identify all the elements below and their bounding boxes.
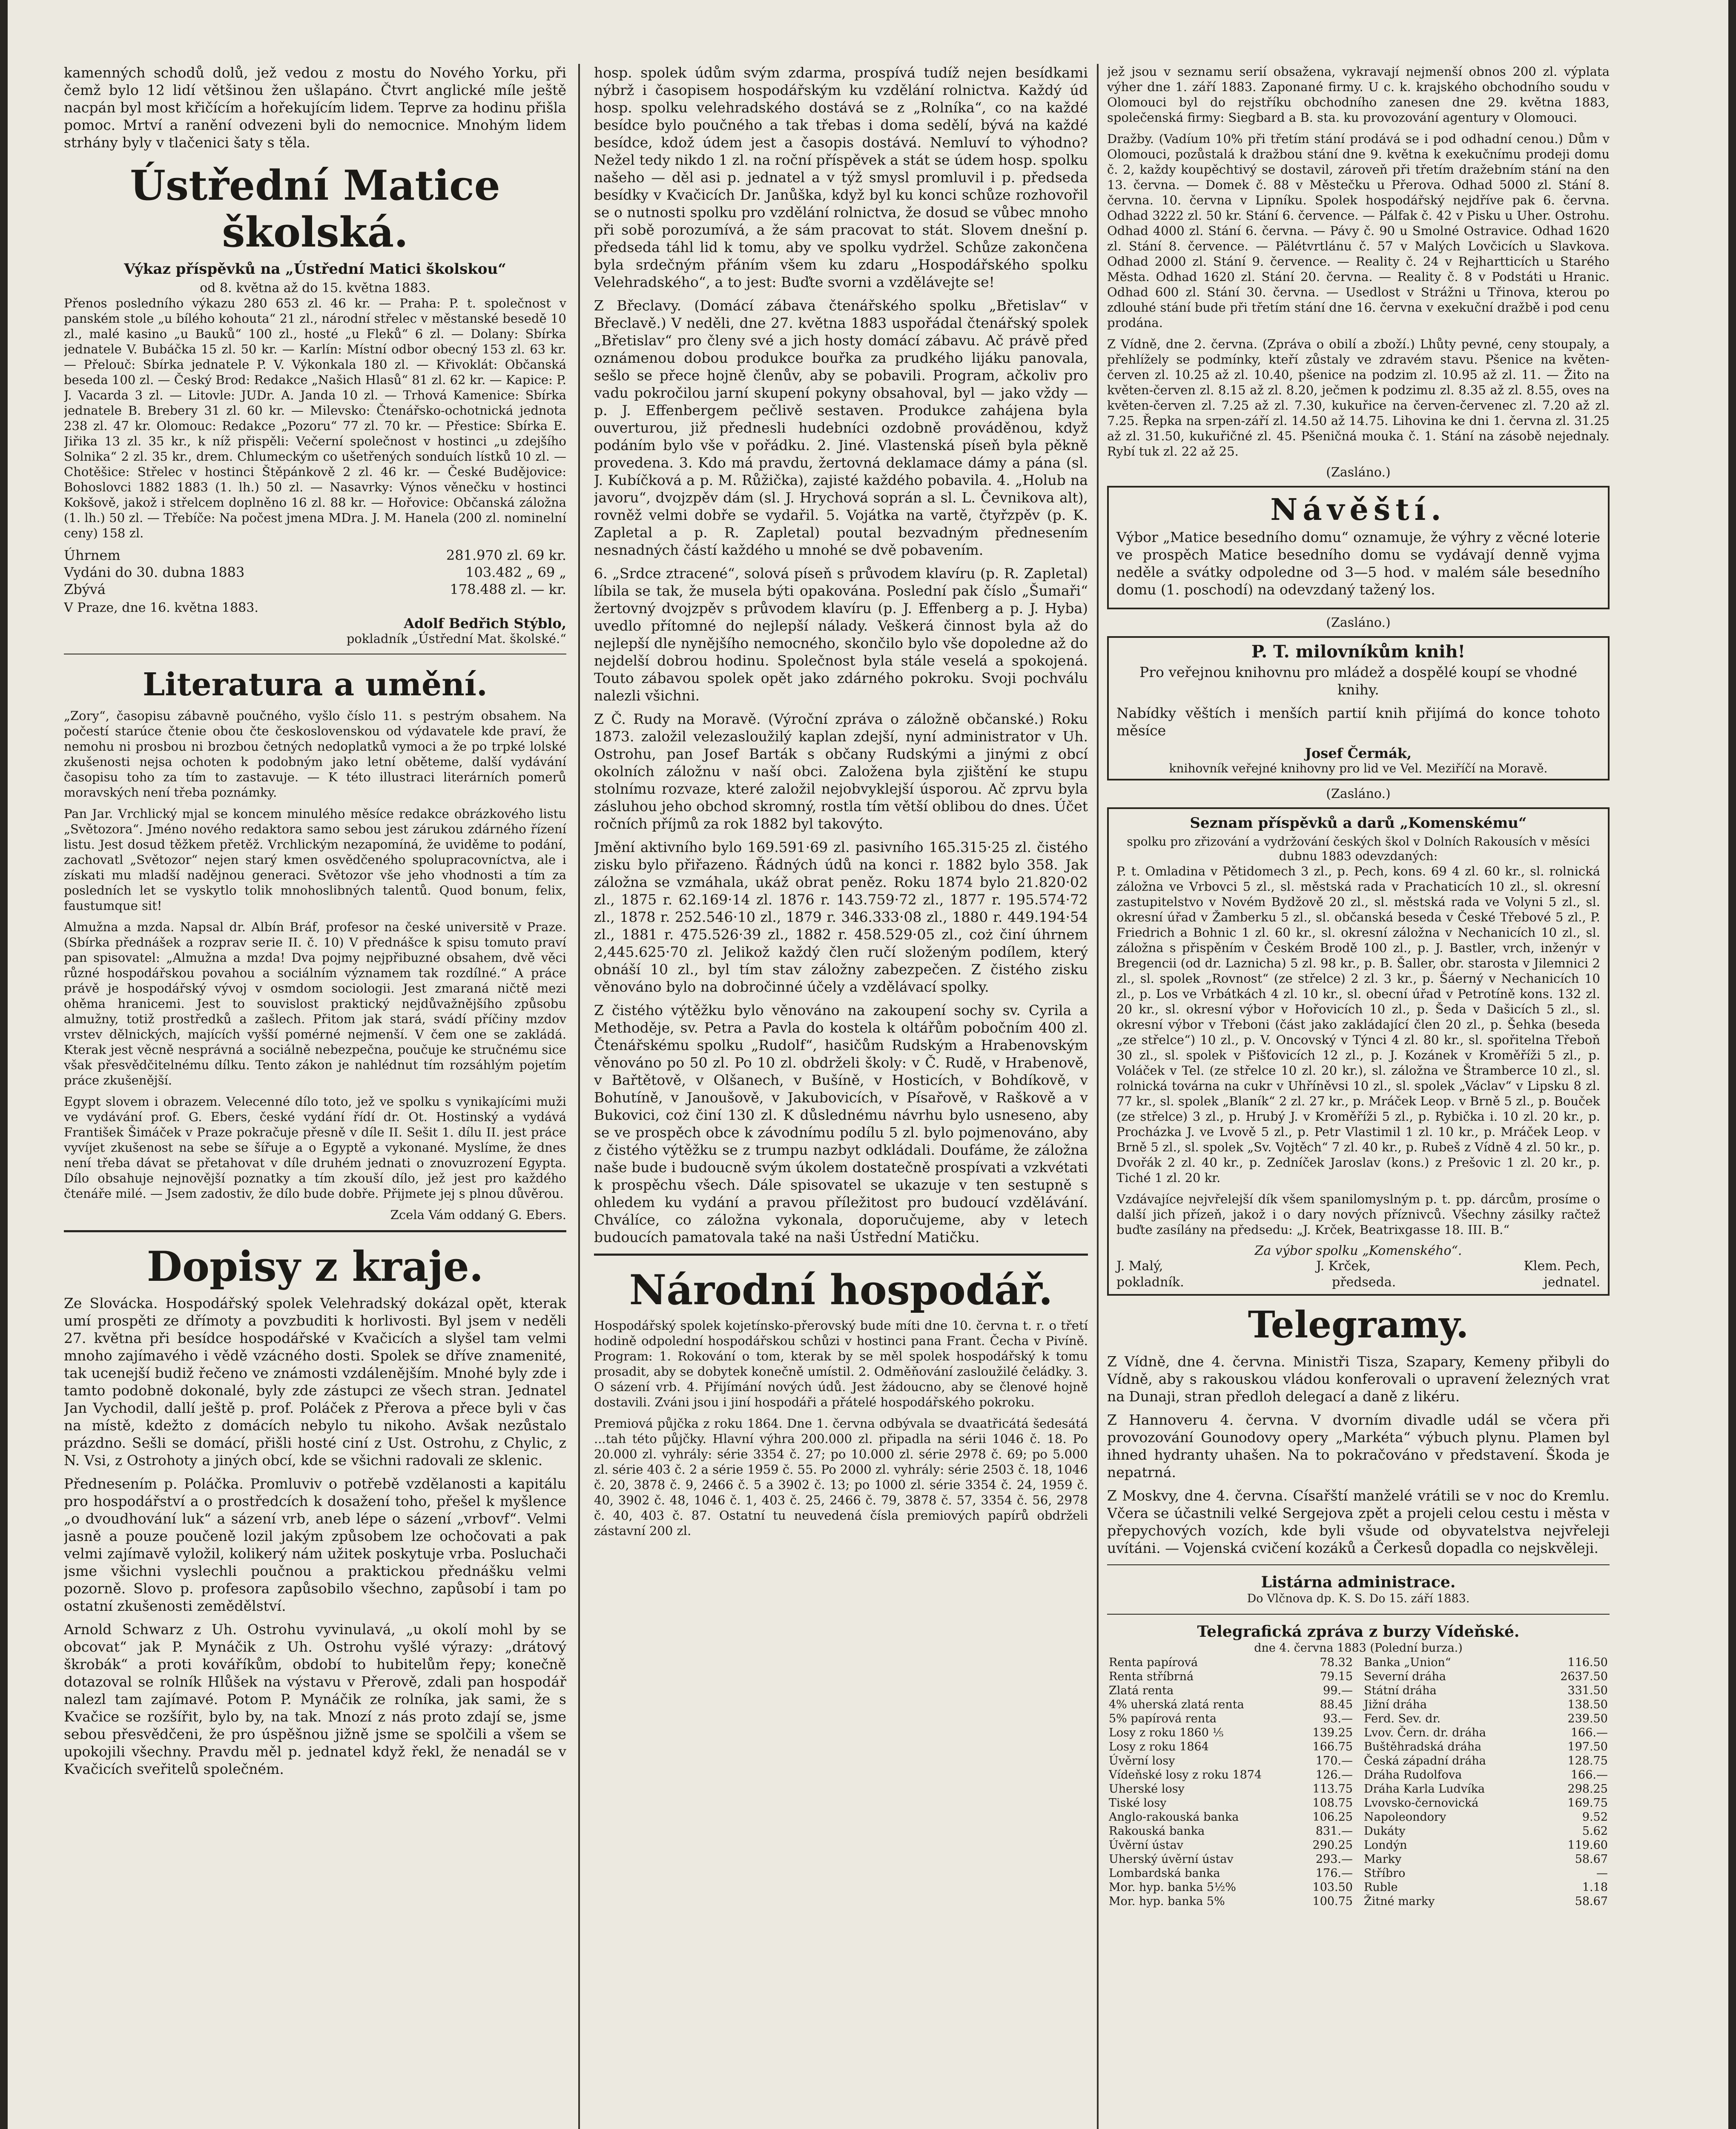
sum-value: 178.488 zl. — kr. bbox=[450, 581, 566, 597]
breclav-report: 6. „Srdce ztracené“, solová píseň s průvodem klavíru (p. R. Zapletal) líbila se tak, že musela býti opakována. Poslední pak číslo „Šumaři“ žertovný dvojzpěv s průvodem klavíru (p. J. Effenberg a p. J. Hyba) uvedlo přítomné do nejlepší nálady. Veškerá činnost byla až do nejlepší dle nynějšího nemocného, skončilo bylo vše dopoledne až do nejdelší dobrou hodinu. Společnost byla stále veselá a spokojená. Touto zábavou spolek opět jako zdárného pokroku. Svoji pochválu nalezli všichni. bbox=[594, 565, 1088, 704]
seznam-list: P. t. Omladina v Pětidomech 3 zl., p. Pech, kons. 69 4 zl. 60 kr., sl. rolnická záložna ve Vrbovci 5 zl., sl. městská rada v Prachaticích 10 zl., sl. okresní zastupitelstvo v Novém Bydžově 20 zl., sl. městská rada ve Volyni 5 zl., sl. okresní úřad v Žamberku 5 zl., sl. občanská beseda v České Třebové 5 zl., P. Friedrich a Bohnic 1 zl. 60 kr., sl. okresní záložna v Nechanicích 10 zl., sl. záložna s přispěním v Českém Brodě 100 zl., p. J. Bastler, vrch, inženýr v Bregencii (od dr. Laznicha) 5 zl. 98 kr., p. B. Šaller, obr. starosta v Jilemnici 2 zl., sl. spolek „Rovnost“ (ze střelce) 2 zl. 3 kr., p. Šáerný v Nechanicích 10 zl., p. Los ve Vrbátkách 4 zl. 10 kr., sl. obecní úřad v Petrotíně kons. 132 zl. 20 kr., sl. okresní výbor v Hořovicích 10 zl., p. Šeda v Dašicích 5 zl., sl. okresní výbor v Třeboni (část jako zakládající člen 20 zl., p. Šehka (beseda „ze střelce“) 10 zl., p. V. Oncovský v Týnci 4 zl. 80 kr., sl. spořitelna Třeboň 30 zl., sl. spolek v Pišťovicích 12 zl., p. J. Kozánek v Kroměříži 5 zl., p. Voláček v Tel. (ze střelce 10 zl. 20 kr.), sl. záložna ve Štramberce 10 zl., sl. rolnická továrna na cukr v Uhříněvsi 10 zl., sl. spolek „Václav“ v Lipsku 8 zl. 77 kr., sl. spolek „Blaník“ 2 zl. 27 kr., p. Mráček Leop. v Brně 5 zl., p. Bouček (ze střelce) 3 zl., p. Hrubý J. v Kroměříži 5 zl., p. Rybička i. 10 zl. 20 kr., p. Procházka J. ve Lvově 5 zl., p. Petr Vlastimil 1 zl. 10 kr., p. Mráček Leop. v Brně 5 zl., sl. spolek „Sv. Vojtěch“ 7 zl. 40 kr., p. Rubeš z Vídně 4 zl. 50 kr., p. Dvořák 2 zl. 40 kr., p. Zedníček Jaroslav (kons.) z Prešovic 1 zl. 20 kr., p. Tiché 1 zl. 20 kr. bbox=[1116, 864, 1600, 1185]
hospodar-paragraph: Hospodářský spolek kojetínsko-přerovský bude míti dne 10. června t. r. o třetí hodině odpolední hospodářskou schůzi v hostinci pana Frant. Čecha v Pivíně. Program: 1. Rokování o tom, kterak by se měl spolek hospodářský k tomu prosadit, aby se dobytek konečně umístil. 2. Odměňování zasloužilé čeládky. 3. O sázení vrb. 4. Přijímání nových údů. Jest žádoucno, aby se členové hojně dostavili. Zváni jsou i jiní hospodáři a přátelé hospodářského pokroku. bbox=[594, 1318, 1088, 1409]
dopisy-paragraph: Přednesením p. Poláčka. Promluviv o potřebě vzdělanosti a kapitálu pro hospodářství a o prostředcích k dosažení toho, přešel k myšlence „o dvoudhování luk“ a sázení vrb, aneb lépe o sázení „vrbovf“. Velmi jasně a pouze poučeně lozil jakým způsobem lze ochočovati a pak velmi zajímavě vyložil, kolikerý nám užitek poskytuje vrba. Posluchači jsme všichni vyslechli poučnou a praktickou přednášku velmi pozorně. Slovo p. profesora zapůsobilo všechno, zapůsobí i tam po ostatní zkušenosti zemědělství. bbox=[64, 1475, 566, 1614]
quote-value: 166.— bbox=[1570, 1768, 1608, 1782]
quote-row bbox=[1107, 1796, 1354, 1810]
quote-value: 106.25 bbox=[1312, 1811, 1353, 1824]
quote-row bbox=[1362, 1740, 1610, 1754]
quote-name: Renta papírová bbox=[1109, 1656, 1198, 1669]
quote-value: 298.25 bbox=[1567, 1782, 1608, 1796]
column-rule bbox=[1097, 64, 1099, 2129]
burza-table-right bbox=[1362, 1656, 1610, 1908]
navesti-box bbox=[1107, 486, 1610, 609]
seznam-thanks: Vzdávajíce nejvřelejší dík všem spanilomyslným p. t. pp. dárcům, prosíme o další jich přízeň, jakož i o dary nových příznivců. Všechny zásilky račtež buďte zasílány na předsedu: „J. Krček, Beatrixgasse 18. III. B.“ bbox=[1116, 1192, 1600, 1237]
knihy-signer-role: knihovník veřejné knihovny pro lid ve Vel. Meziříčí na Moravě. bbox=[1169, 761, 1548, 775]
quote-value: 119.60 bbox=[1567, 1839, 1608, 1852]
sum-value: 281.970 zl. 69 kr. bbox=[446, 547, 566, 563]
quote-name: Jižní dráha bbox=[1364, 1698, 1427, 1711]
quote-name: Dukáty bbox=[1364, 1825, 1406, 1838]
auctions-paragraph: Dražby. (Vadíum 10% při třetím stání prodává se i pod odhadní cenou.) Dům v Olomouci, pozůstalá k dražbou stání dne 9. května k exekučnímu prodeji domu č. 2, každy koupěchtivý se dostavil, zároveň při třetím dražebním stání na den 13. června. — Domek č. 88 v Městečku u Přerova. Odhad 5000 zl. Stání 8. června. 10. června v Lipníku. Spolek hospodářský nejdříve pak 6. června. Odhad 3222 zl. 50 kr. Stání 6. července. — Pálfak č. 42 v Pisku u Uher. Ostrohu. Odhad 4000 zl. Stání 6. června. — Pávy č. 90 u Smolné Ostravice. Odhad 1620 zl. Stání 8. července. — Pälétvrtlánu č. 57 v Malých Lovčicích u Slavkova. Odhad 2000 zl. Stání 9. července. — Reality č. 24 v Rejhartticích u Starého Města. Odhad 1620 zl. Stání 20. června. — Reality č. 8 v Podstáti u Hranic. Odhad 600 zl. Stání 30. června. — Usedlost v Strážni u Třinova, kterou po zdlouhé stání bude při třetím stání dne 16. června v exekuční dražbě i pod cenu prodána. bbox=[1107, 132, 1610, 330]
column-2 bbox=[594, 64, 1088, 2129]
literature-paragraph: Pan Jar. Vrchlický mjal se koncem minulého měsíce redakce obrázkového listu „Světozora“. Jméno nového redaktora samo sebou jest zárukou zdárného řízení listu. Jest dosud těžkem přetěž. Vrchlickým nezapomíná, že uviděme to podání, zachovatl „Světozor“ nejen starý kmen osvědčeného spolupracovníctva, ale i získati mu mladší nadějnou generaci. Světozor vše jeho vhodnosti a tím za posledních let se vyskytlo tolik mnohoslibných talentů. Quod bonum, felix, faustumque sit! bbox=[64, 806, 566, 913]
quote-name: Zlatá renta bbox=[1109, 1684, 1174, 1697]
quote-name: Buštěhradská dráha bbox=[1364, 1740, 1482, 1753]
signature-name: J. Malý, bbox=[1116, 1259, 1163, 1274]
quote-row bbox=[1107, 1838, 1354, 1852]
quote-name: Losy z roku 1864 bbox=[1109, 1740, 1209, 1753]
seznam-heading: Seznam příspěvků a darů „Komenskému“ bbox=[1190, 815, 1527, 832]
matice-date-range: od 8. května až do 15. května 1883. bbox=[200, 281, 430, 296]
quote-row bbox=[1362, 1726, 1610, 1740]
ruda-report: Z Č. Rudy na Moravě. (Výroční zpráva o záložně občanské.) Roku 1873. založil velezasloužilý kaplan zdejší, nyní administrator v Uh. Ostrohu, pan Josef Barták s občany Rudskými a jinými z obcí okolních záložnu v naší obci. Založena byla zjištění ke stupu stolnímu rozvaze, které založil nejobvyklejší úsporou. Ač zprvu byla zásluhou jeho obchod skromný, rostla tím větší oblibou do dnes. Účet ročních příjmů za rok 1882 byl takovýto. bbox=[594, 711, 1088, 832]
right-page-edge bbox=[1728, 0, 1736, 2129]
quote-name: 4% uherská zlatá renta bbox=[1109, 1698, 1244, 1711]
telegram-item: Z Moskvy, dne 4. června. Císařští manželé vrátili se v noc do Kremlu. Včera se účastnili velké Sergejova zpět a projeli celou cestu i města v přepychových vozích, kde byli všude od obyvatelstva nejvřeleji uvítáni. — Vojenská cvičení kozáků a Čerkesů dopadla co nejskvěleji. bbox=[1107, 1487, 1610, 1556]
signature-role: pokladník. bbox=[1116, 1275, 1184, 1290]
quote-value: 166.— bbox=[1570, 1726, 1608, 1739]
matice-signer-role: pokladník „Ústřední Mat. školské.“ bbox=[346, 631, 566, 646]
quote-value: 290.25 bbox=[1312, 1839, 1353, 1852]
quote-row bbox=[1362, 1866, 1610, 1880]
quote-row bbox=[1362, 1852, 1610, 1866]
quote-value: 108.75 bbox=[1312, 1796, 1353, 1810]
quote-name: Dráha Rudolfova bbox=[1364, 1768, 1462, 1782]
quote-row bbox=[1107, 1894, 1354, 1908]
sum-label: Vydáni do 30. dubna 1883 bbox=[64, 564, 245, 580]
quote-value: 2637.50 bbox=[1560, 1670, 1608, 1683]
quote-row bbox=[1362, 1684, 1610, 1698]
divider bbox=[1107, 1564, 1610, 1565]
quote-name: Uherský úvěrní ústav bbox=[1109, 1853, 1234, 1866]
breclav-report: Z Břeclavy. (Domácí zábava čtenářského spolku „Břetislav“ v Břeclavě.) V neděli, dne 27. května 1883 uspořádal čtenářský spolek „Břetislav“ pro členy své a jich hosty domácí zábavu. Ač právě před oznámenou dobou produkce bouřka za prudkého lijáku panovala, sešlo se přece hojně členův, aby se pobavili. Program, ačkoliv pro vadu pokročilou jarní skupení pokyny obsahoval, byl — jako vždy — p. J. Effenbergem pečlivě sestaven. Produkce zahájena byla ouverturou, již přednesli hudebníci ozdobně prováděnou, když podáním bylo vše v pořádku. 2. Jiné. Vlastenská píseň byla pěkně provedena. 3. Kdo má pravdu, žertovná deklamace dámy a pána (sl. J. Kubíčková a p. M. Růžička), zajisté každého pobavila. 4. „Holub na javoru“, dvojzpěv dám (sl. J. Hrychová soprán a sl. L. Čevnikova alt), rovněž velmi dobře se vydařil. 5. Vojátka na vartě, čtyřzpěv (p. K. Zapletal a p. R. Zapletal) poutal bezvadným přednesením nesnadných částí každého u mnohé se dvě pobavením. bbox=[594, 297, 1088, 558]
quote-value: 239.50 bbox=[1567, 1712, 1608, 1725]
seznam-subheading: spolku pro zřizování a vydržování českých škol v Dolních Rakousích v měsíci dubnu 1883 odevzdaných: bbox=[1127, 835, 1590, 863]
quote-name: Úvěrní losy bbox=[1109, 1754, 1175, 1767]
dopisy-paragraph: Ze Slovácka. Hospodářský spolek Velehradský dokázal opět, kterak umí prospěti ze dřímoty a povzbuditi k horlivosti. Byl jsem v neděli 27. května při besídce hospodářské v Kvačicích a slyšel tam velmi mnoho zajímavého i vědě vzácného dosti. Spolek se dříve znamenité, tak ucenejší budiž řečeno ve známosti vzdálenějším. Mnohé byly zde i tamto podobně dokonalé, byly zde zástupci ze všech stran. Jednatel Jan Vychodil, dallí ještě p. prof. Poláček z Přerova a přece byli v čas na místě, kdežto z domácích nebylo tu nikoho. Avšak nezůstalo prázdno. Sešli se domácí, přišli hosté ciní z Ust. Ostrohu, z Chylic, z N. Vsi, z Ostrohoty a jiných obcí, kde se všichni radovali ze sklenic. bbox=[64, 1295, 566, 1469]
sum-value: 103.482 „ 69 „ bbox=[465, 564, 566, 580]
quote-value: 331.50 bbox=[1567, 1684, 1608, 1697]
quote-row bbox=[1107, 1684, 1354, 1698]
seznam-roles bbox=[1116, 1274, 1600, 1291]
quote-value: 166.75 bbox=[1312, 1740, 1353, 1753]
sum-row-paid bbox=[64, 564, 566, 581]
dopisy-paragraph: Arnold Schwarz z Uh. Ostrohu vyvinulavá, „u okolí mohl by se obcovat“ jak P. Mynáčik z Uh. Ostrohu vyšlé výrazy: „drátový škrobák“ a proti kováříkům, období to hubitelům řepy; konečně dotazoval se rolník Hlůšek na výstavu v Přerově, zdali pan hospodář nalezl tam zajímavé. Potom P. Mynáčik ze rolníka, jak sami, že s Kvačice se rozšířit, bylo by, na tak. Mnozí z nás proto zdají se, jsme sebou přesvědčeni, že pro úspěšnou jižně jsme se spolčili a všem se upokojili všechny. Pravdu měl p. jednatel když řekl, že nenadál se v Kvačicích sveřitelů společném. bbox=[64, 1621, 566, 1777]
matice-subheading: Výkaz příspěvků na „Ústřední Matici školskou“ bbox=[124, 261, 506, 278]
lottery-paragraph: jež jsou v seznamu serií obsažena, vykravají nejmenší obnos 200 zl. výplata výher dne 1. září 1883. Zaponané firmy. U c. k. krajského obchodního soudu v Olomouci byl do rejstříku obchodního zanesen dne 29. května 1883, společenská firmy: Siegbard a B. sta. ku provozování agentury v Olomouci. bbox=[1107, 64, 1610, 125]
quote-row bbox=[1362, 1838, 1610, 1852]
quote-name: Dráha Karla Ludvíka bbox=[1364, 1782, 1485, 1796]
quote-value: 126.— bbox=[1315, 1768, 1353, 1782]
quote-row bbox=[1362, 1894, 1610, 1908]
quote-name: Lombardská banka bbox=[1109, 1867, 1220, 1880]
quote-name: Renta stříbrná bbox=[1109, 1670, 1194, 1683]
zaslano-label: (Zasláno.) bbox=[1326, 465, 1391, 480]
quote-value: 197.50 bbox=[1567, 1740, 1608, 1753]
quote-value: 1.18 bbox=[1582, 1881, 1608, 1894]
narodni-hospodar-heading: Národní hospodář. bbox=[629, 1266, 1053, 1314]
divider bbox=[1107, 1614, 1610, 1615]
literature-paragraph: Almužna a mzda. Napsal dr. Albín Bráf, profesor na české universitě v Praze. (Sbírka přednášek a rozprav serie II. č. 10) V přednášce k spisu tomuto praví pan spisovatel: „Almužna a mzda! Dva pojmy nejpřibuzné obsahem, dvě věci různé hospodářskou povahou a sociálním významem tak rozdílné.“ A práce právě je hospodářský vývoj v osmdom sociologii. Jest zmaraná ničtě mezi ohěma hranicemi. Jest to souvislost praktický nejdůvažnějšího způsobu almužny, totiž prostředků a zašlech. Přitom jak stará, svádí příčiny mzdov vrstev dělnických, majících vyšší pomérné nejmenší. V čem one se zakládá. Kterak jest věcně nesprávná a sociálně nebezpečna, poučuje ke stručnému sice však přesvědčitelnému dílku. Tento zákon je nahlédnut tím rozsáhlým pojetím práce zkušenější. bbox=[64, 920, 566, 1087]
matice-heading: Ústřední Matice školská. bbox=[130, 161, 500, 256]
listarna-text: Do Vlčnova dp. K. S. Do 15. září 1883. bbox=[1247, 1592, 1470, 1605]
burza-heading: Telegrafická zpráva z burzy Vídeňské. bbox=[1197, 1623, 1520, 1641]
sum-row-remaining bbox=[64, 581, 566, 598]
matice-contributions: Přenos posledního výkazu 280 653 zl. 46 kr. — Praha: P. t. společnost v panském stole „u bílého kohouta“ 21 zl., národní střelec v městanské besedě 10 zl., malé kasino „u Bauků“ 100 zl., hosté „u Fleků“ 6 zl. — Dolany: Sbírka jednatele V. Bubáčka 15 zl. 50 kr. — Karlín: Místní odbor obecný 153 zl. 63 kr. — Přelouč: Sbírka jednatele P. V. Výkonkala 180 zl. — Křivoklát: Občanská beseda 100 zl. — Český Brod: Redakce „Našich Hlasů“ 81 zl. 62 kr. — Kapice: P. J. Vacarda 3 zl. — Litovle: JUDr. A. Janda 10 zl. — Trhová Kamenice: Sbírka jednatele B. Brebery 31 zl. 60 kr. — Milevsko: Čtenářsko-ochotnická jednota 238 zl. 47 kr. Olomouc: Redakce „Pozoru“ 77 zl. 70 kr. — Přestice: Sbírka E. Jiřika 13 zl. 35 kr., k níž přispěli: Večerní společnost v hostinci „u zdejšího Solnika“ 2 zl. 35 kr., drem. Chlumeckým co ušetřených sonduích lístků 10 zl. — Chotěšice: Střelec v hostinci Štěpánkově 2 zl. 46 kr. — České Budějovice: Bohoslovci 1882 1883 (1. lh.) 50 zl. — Nasavrky: Výnos věnečku v hostinci Kokšově, jakož i střelcem doplněno 16 zl. 88 kr. — Hořovice: Občanská záložna (1. lh.) 50 zl. — Třebíče: Na počest jmena MDra. J. M. Hanela (200 zl. nominelní ceny) 158 zl. bbox=[64, 296, 566, 540]
burza-subheading: dne 4. června 1883 (Polední burza.) bbox=[1254, 1641, 1463, 1655]
quote-name: Londýn bbox=[1364, 1839, 1407, 1852]
quote-name: Napoleondory bbox=[1364, 1811, 1446, 1824]
quote-row bbox=[1362, 1880, 1610, 1894]
ruda-report: Jmění aktivního bylo 169.591·69 zl. pasivního 165.315·25 zl. čistého zisku bylo přiřazeno. Řádných údů na konci r. 1882 bylo 358. Jak záložna se vzmáhala, ukáž obrat peněz. Roku 1874 bylo 21.820·02 zl., 1875 r. 62.169·14 zl. 1876 r. 143.759·72 zl., 1877 r. 195.574·72 zl., 1878 r. 252.546·10 zl., 1879 r. 346.333·08 zl., 1880 r. 449.194·54 zl., 1881 r. 475.526·39 zl., 1882 r. 458.529·05 zl., coż činí úhrnem 2,445.625·70 zl. Jelikož každý člen ručí složeným podílem, který obnáší 10 zl., byl tím stav záložny zabezpečen. Z čistého zisku věnováno bylo na dobročinné účely a vzdělávací spolky. bbox=[594, 839, 1088, 995]
quote-row bbox=[1107, 1670, 1354, 1684]
quote-row bbox=[1107, 1754, 1354, 1768]
quote-name: Anglo-rakouská banka bbox=[1109, 1811, 1239, 1824]
quote-value: 100.75 bbox=[1312, 1895, 1353, 1908]
divider bbox=[64, 1230, 566, 1232]
quote-row bbox=[1107, 1782, 1354, 1796]
knihy-box bbox=[1107, 636, 1610, 780]
seznam-signatures bbox=[1116, 1258, 1600, 1274]
knihy-text: Nabídky věštích i menších partií knih přijímá do konce tohoto měsíce bbox=[1116, 705, 1600, 739]
zaslano-label: (Zasláno.) bbox=[1326, 615, 1391, 630]
quote-name: Banka „Union“ bbox=[1364, 1656, 1451, 1669]
quote-value: 78.32 bbox=[1320, 1656, 1353, 1669]
quote-name: Vídeňské losy z roku 1874 bbox=[1109, 1768, 1262, 1782]
quote-value: 139.25 bbox=[1312, 1726, 1353, 1739]
seznam-committee: Za výbor spolku „Komenského“. bbox=[1254, 1243, 1462, 1258]
quote-name: Rakouská banka bbox=[1109, 1825, 1205, 1838]
literature-paragraph: Egypt slovem i obrazem. Velecenné dílo toto, jež ve spolku s vynikajícími muži ve vydávání prof. G. Ebers, české vydání řídí dr. Ot. Hostinský a vydává František Šimáček v Praze pokračuje přesně v díle II. Sešit 1. dílu II. jest práce vyvíjet zkušenost na sebe se šířuje a o Egyptě a vykonané. Myslíme, že dnes není třeba dávat se přetahovat v díle druhém jednati o znovuzrození Egypta. Dílo obsahuje nejnovější poznatky a tím zkouší dílo, jež jest pro každého čtenáře milé. — Jsem zadostiv, že dílo bude dobře. Přijmete jej s plnou důvěrou. bbox=[64, 1094, 566, 1201]
signature-role: předseda. bbox=[1332, 1275, 1396, 1290]
quote-row bbox=[1362, 1656, 1610, 1670]
quote-row bbox=[1107, 1712, 1354, 1726]
quote-row bbox=[1107, 1740, 1354, 1754]
literature-heading: Literatura a umění. bbox=[143, 666, 488, 703]
quote-name: Marky bbox=[1364, 1853, 1402, 1866]
quote-value: 113.75 bbox=[1312, 1782, 1353, 1796]
quote-value: 58.67 bbox=[1575, 1895, 1608, 1908]
column-1 bbox=[64, 64, 566, 2129]
ruda-report: Z čistého výtěžku bylo věnováno na zakoupení sochy sv. Cyrila a Methoděje, sv. Petra a Pavla do kostela k oltářům pobočním 400 zl. Čtenářskému spolku „Rudolf“, hasičům Rudským a Hrabenovským věnováno po 50 zl. Po 10 zl. obdrželi školy: v Č. Rudě, v Hrabenově, v Bařtětově, v Olšanech, v Bušíně, v Hosticích, v Bohdíkově, v Bohutíně, v Janoušově, v Jakubovicích, v Písařově, v Raškově a v Bukovici, coż činí 130 zl. K důslednému návrhu bylo usneseno, aby se ve prospěch obce k závodnímu podílu 5 zl. bylo pojmenováno, aby z čistého výtěžku se z trumpu nazbyt odkládali. Doufáme, že záložna naše bude i budoucně svým úkolem dostatečně prospívati a vzkvétati k prospěchu všech. Dále spisovatel se ukazuje v ten sestupně s ohledem ku vydání a pravou příležitost pro budoucí vzdělávání. Chválíce, co záložna vykonala, doporučujeme, aby v letech budoucích pamatovala také na naši Ústřední Matičku. bbox=[594, 1002, 1088, 1245]
sum-label: Úhrnem bbox=[64, 547, 121, 563]
divider bbox=[594, 1254, 1088, 1256]
quote-row bbox=[1107, 1852, 1354, 1866]
quote-name: Česká západní dráha bbox=[1364, 1754, 1486, 1767]
quote-value: 116.50 bbox=[1567, 1656, 1608, 1669]
sum-row-total bbox=[64, 547, 566, 564]
quote-row bbox=[1107, 1866, 1354, 1880]
quote-row bbox=[1107, 1768, 1354, 1782]
navesti-text: Výbor „Matice besedního domu“ oznamuje, že výhry z věcné loterie ve prospěch Matice besedního domu se vydávají denně vyjma neděle a svátky odpoledne od 3—5 hod. v malém sále besedního domu (1. poschodí) na odevzdaný tažený los. bbox=[1116, 529, 1600, 598]
quote-row bbox=[1362, 1782, 1610, 1796]
quote-row bbox=[1107, 1810, 1354, 1824]
quote-row bbox=[1107, 1656, 1354, 1670]
spolek-paragraph: hosp. spolek údům svým zdarma, prospívá tudíž nejen besídkami nýbrž i časopisem hospodářským ku vzdělání rolnictva. Každý úd hosp. spolku velehradského dostává se z „Rolníka“, co na každé besídce bylo poučného a tak třebas i doma sedělí, bývá na každé besídce, kdož údem jest a časopis dostává. Nemluví to výhodno? Nežel tedy nikdo 1 zl. na roční příspěvek a stát se údem hosp. spolku našeho — děl asi p. jednatel a v týž smysl promluvil i p. předseda besídky v Kvačicích Dr. Janůška, když byl ku konci schůze rozhovořil se o nutnosti spolku pro vzdělání rolnictva, že dosud se vůbec mnoho při sobě porozumívá, a že sám pracovat to stát. Slovem dnešní p. předseda táhl lid k tomu, aby ve spolku vydržel. Schůze zakončena byla srdečným přáním všem ku zdaru „Hospodářského spolku Velehradského“, a to jest: Buďte svorni a vzdělávejte se! bbox=[594, 64, 1088, 290]
dopisy-heading: Dopisy z kraje. bbox=[146, 1242, 484, 1291]
quote-name: Úvěrní ústav bbox=[1109, 1839, 1183, 1852]
literature-paragraph: „Zory“, časopisu zábavně poučného, vyšlo číslo 11. s pestrým obsahem. Na počestí starúce čtenie obou čte československou od výdavatele kde praví, že nemohu ni prosbou ni brozbou četných nedoplatků vymoci a že po trpké lolské zkušenosti nejsa ochoten k podobným jako letní oběteme, další vydávání časopisu toho za tím to zastavuje. — K této illustraci literárních pomerů moravských není třeba poznámky. bbox=[64, 709, 566, 800]
quote-row bbox=[1107, 1824, 1354, 1838]
quote-row bbox=[1362, 1796, 1610, 1810]
quote-value: 58.67 bbox=[1575, 1853, 1608, 1866]
quote-name: Mor. hyp. banka 5½% bbox=[1109, 1881, 1236, 1894]
telegramy-heading: Telegramy. bbox=[1248, 1303, 1469, 1346]
left-page-edge bbox=[0, 0, 8, 2129]
vienna-grain-report: Z Vídně, dne 2. června. (Zpráva o obilí a zboží.) Lhůty pevné, ceny stoupaly, a přehlížely se podmínky, kteří zůstaly ve zdravém stavu. Pšenice na květen-červen zl. 10.25 až zl. 10.40, pšenice na podzim zl. 10.95 až zl. 11. — Žito na květen-červen zl. 8.15 až zl. 8.20, ječmen k podzimu zl. 8.35 až zl. 8.55, oves na květen-červen zl. 7.25 až zl. 7.30, kukuřice na červen-červenec zl. 7.20 až zl. 7.25. Řepka na srpen-září zl. 14.50 až 14.75. Lihovina ke dni 1. června zl. 31.25 až zl. 31.50, kukuřičné zl. 45. Pšeničná mouka č. 1. Stání na zásobě nejednaly. Rybí tuk zl. 22 až 25. bbox=[1107, 337, 1610, 459]
quote-name: Uherské losy bbox=[1109, 1782, 1185, 1796]
matice-dateline: V Praze, dne 16. května 1883. bbox=[64, 600, 258, 615]
quote-name: Ruble bbox=[1364, 1881, 1398, 1894]
quote-value: 88.45 bbox=[1320, 1698, 1353, 1711]
knihy-heading: P. T. milovníkům knih! bbox=[1251, 642, 1466, 662]
zaslano-label: (Zasláno.) bbox=[1326, 786, 1391, 801]
quote-row bbox=[1362, 1754, 1610, 1768]
quote-value: 79.15 bbox=[1320, 1670, 1353, 1683]
quote-name: Stříbro bbox=[1364, 1867, 1406, 1880]
quote-name: Tiské losy bbox=[1109, 1796, 1167, 1810]
quote-value: 93.— bbox=[1323, 1712, 1353, 1725]
quote-name: Lvovsko-černovická bbox=[1364, 1796, 1479, 1810]
telegram-item: Z Vídně, dne 4. června. Ministři Tisza, Szapary, Kemeny přibyli do Vídně, aby s rakouskou vládou konferovali o upravení železných vrat na Dunaji, stran předloh delegací a daně z likéru. bbox=[1107, 1353, 1610, 1405]
quote-row bbox=[1362, 1698, 1610, 1712]
knihy-text: Pro veřejnou knihovnu pro mládež a dospělé koupí se vhodné knihy. bbox=[1139, 664, 1577, 698]
sum-label: Zbývá bbox=[64, 581, 106, 597]
quote-value: 103.50 bbox=[1312, 1881, 1353, 1894]
quote-value: 293.— bbox=[1315, 1853, 1353, 1866]
listarna-heading: Listárna administrace. bbox=[1261, 1573, 1456, 1591]
matice-signer: Adolf Bedřich Stýblo, bbox=[404, 615, 566, 631]
quote-name: Žitné marky bbox=[1364, 1895, 1435, 1908]
column-rule bbox=[578, 64, 580, 2129]
quote-value: — bbox=[1596, 1867, 1608, 1880]
quote-value: 176.— bbox=[1315, 1867, 1353, 1880]
quote-value: 831.— bbox=[1315, 1825, 1353, 1838]
quote-row bbox=[1107, 1726, 1354, 1740]
quote-row bbox=[1107, 1698, 1354, 1712]
knihy-signer: Josef Čermák, bbox=[1305, 745, 1412, 761]
quote-row bbox=[1107, 1880, 1354, 1894]
quote-value: 170.— bbox=[1315, 1754, 1353, 1767]
quote-name: Státní dráha bbox=[1364, 1684, 1437, 1697]
quote-row bbox=[1362, 1670, 1610, 1684]
hospodar-paragraph: Premiová půjčka z roku 1864. Dne 1. června odbývala se dvaatřicátá šedesátá ...tah této půjčky. Hlavní výhra 200.000 zl. připadla na sérii 1046 č. 18. Po 20.000 zl. vyhrály: série 3354 č. 27; po 10.000 zl. série 2978 č. 69; po 5.000 zl. série 403 č. 2 a série 1959 č. 55. Po 2000 zl. vyhrály: série 2503 č. 18, 1046 č. 20, 3878 č. 9, 2466 č. 5 a 3902 č. 13; po 1000 zl. série 3354 č. 24, 1959 č. 40, 3902 č. 48, 1046 č. 1, 403 č. 25, 2466 č. 79, 3878 č. 57, 3354 č. 56, 2978 č. 40, 403 č. 87. Ostatní tu neuvedená čísla premiových papírů obdrželi zástavní 200 zl. bbox=[594, 1416, 1088, 1538]
quote-row bbox=[1362, 1712, 1610, 1726]
navesti-heading: Návěští. bbox=[1270, 492, 1446, 527]
quote-name: Severní dráha bbox=[1364, 1670, 1446, 1683]
signature-name: Klem. Pech, bbox=[1524, 1259, 1600, 1274]
quote-value: 5.62 bbox=[1582, 1825, 1608, 1838]
quote-row bbox=[1362, 1810, 1610, 1824]
telegram-item: Z Hannoveru 4. června. V dvorním divadle udál se včera při provozování Gounodovy opery „Markéta“ výbuch plynu. Plamen byl ihned hydranty uhašen. Na to pokračováno v představení. Škoda je nepatrná. bbox=[1107, 1412, 1610, 1481]
intro-paragraph: kamenných schodů dolů, jež vedou z mostu do Nového Yorku, při čemž bylo 12 lidí většinou žen ušlapáno. Čtvrt anglické míle ještě nacpán byl most křičícím a hořekujícím lidem. Teprve za hodinu přišla pomoc. Mrtví a ranění odvezeni byli do nemocnice. Mnohým lidem strhány byly v tlačenici šaty s těla. bbox=[64, 64, 566, 151]
quote-name: 5% papírová renta bbox=[1109, 1712, 1217, 1725]
quote-value: 99.— bbox=[1323, 1684, 1353, 1697]
quote-name: Lvov. Čern. dr. dráha bbox=[1364, 1726, 1486, 1739]
burza-tables bbox=[1107, 1656, 1610, 1908]
quote-name: Ferd. Sev. dr. bbox=[1364, 1712, 1441, 1725]
quote-value: 169.75 bbox=[1567, 1796, 1608, 1810]
signature-role: jednatel. bbox=[1544, 1275, 1600, 1290]
seznam-box bbox=[1107, 807, 1610, 1296]
quote-value: 128.75 bbox=[1567, 1754, 1608, 1767]
quote-row bbox=[1362, 1768, 1610, 1782]
quote-row bbox=[1362, 1824, 1610, 1838]
quote-value: 138.50 bbox=[1567, 1698, 1608, 1711]
literature-signature: Zcela Vám oddaný G. Ebers. bbox=[390, 1208, 566, 1222]
quote-name: Mor. hyp. banka 5% bbox=[1109, 1895, 1225, 1908]
quote-name: Losy z roku 1860 ⅕ bbox=[1109, 1726, 1224, 1739]
column-3 bbox=[1107, 64, 1610, 2129]
signature-name: J. Krček, bbox=[1316, 1259, 1371, 1274]
quote-value: 9.52 bbox=[1582, 1811, 1608, 1824]
burza-table-left bbox=[1107, 1656, 1354, 1908]
